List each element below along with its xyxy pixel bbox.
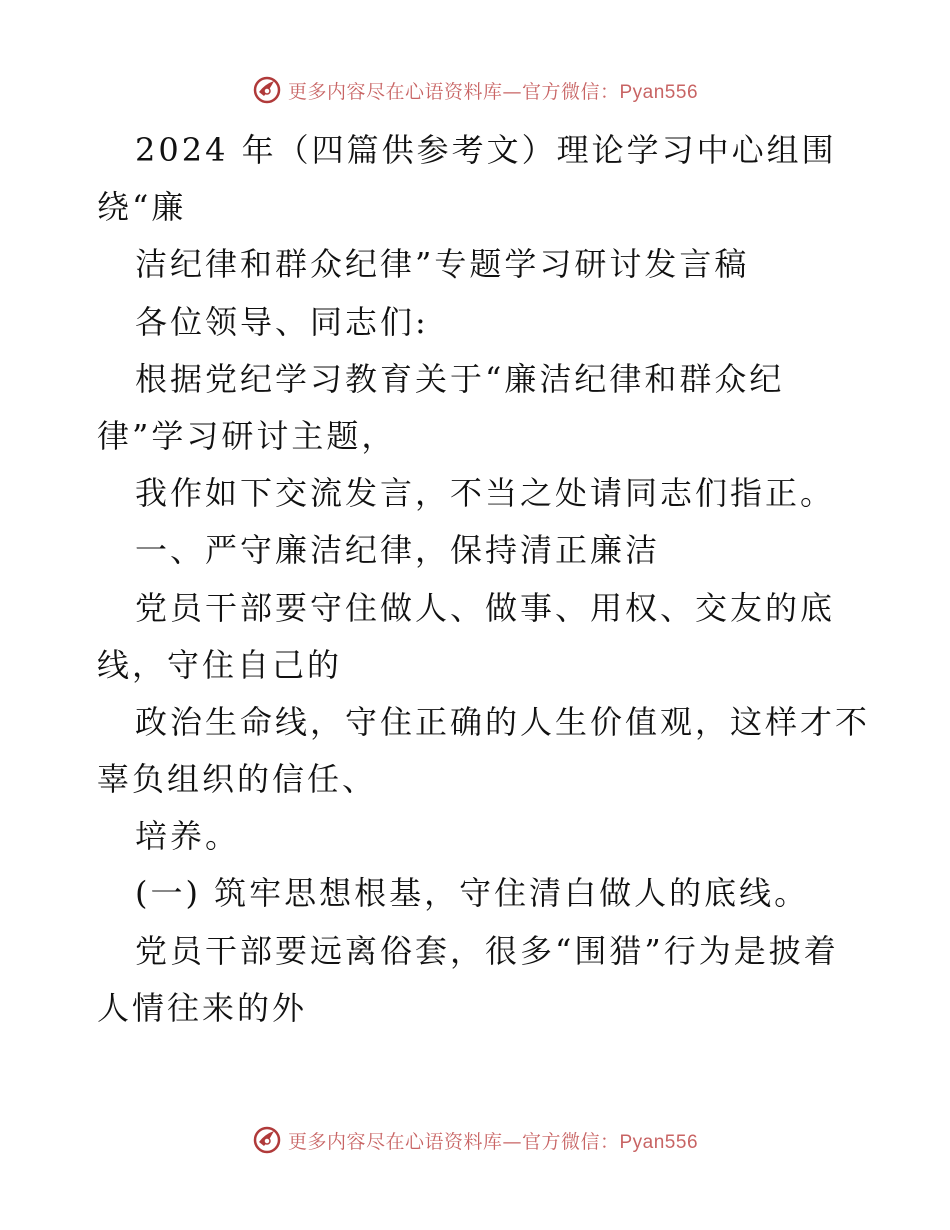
title-line-3: 洁纪律和群众纪律”专题学习研讨发言稿 xyxy=(135,245,750,284)
banner-text xyxy=(288,1127,698,1154)
section-heading: 一、严守廉洁纪律，保持清正廉洁 xyxy=(135,531,661,570)
banner-wechat-id: Pyan556 xyxy=(619,81,699,103)
paragraph-line: 线，守住自己的 xyxy=(97,645,343,684)
logo-icon xyxy=(252,1125,282,1155)
paragraph-line: 党员干部要远离俗套，很多“围猎”行为是披着 xyxy=(135,931,839,970)
paragraph-line: 律”学习研讨主题， xyxy=(97,416,397,455)
banner-site-text: 更多内容尽在心语资料库—官方微信： xyxy=(287,80,620,103)
salutation: 各位领导、同志们: xyxy=(135,302,429,341)
paragraph-line: 我作如下交流发言，不当之处请同志们指正。 xyxy=(135,474,836,513)
paragraph-line: 政治生命线，守住正确的人生价值观，这样才不 xyxy=(135,702,871,741)
paragraph-line: 根据党纪学习教育关于“廉洁纪律和群众纪 xyxy=(135,359,785,398)
paragraph-line: 人情往来的外 xyxy=(97,988,308,1027)
paragraph-line: 培养。 xyxy=(135,817,241,856)
title-line-1: 2024 年（四篇供参考文）理论学习中心组围 xyxy=(135,131,837,169)
paragraph-line: 辜负组织的信任、 xyxy=(97,760,378,799)
banner-text xyxy=(288,77,698,104)
title-line-2: 绕“廉 xyxy=(97,188,187,227)
subsection-heading: (一) 筑牢思想根基，守住清白做人的底线。 xyxy=(135,874,810,913)
footer-banner xyxy=(0,1120,950,1160)
paragraph-line: 党员干部要守住做人、做事、用权、交友的底 xyxy=(135,588,836,627)
document-body xyxy=(97,122,871,1037)
header-banner xyxy=(0,70,950,110)
banner-site-text: 更多内容尽在心语资料库—官方微信： xyxy=(287,1130,620,1153)
logo-icon xyxy=(252,75,282,105)
banner-wechat-id: Pyan556 xyxy=(619,1131,699,1153)
